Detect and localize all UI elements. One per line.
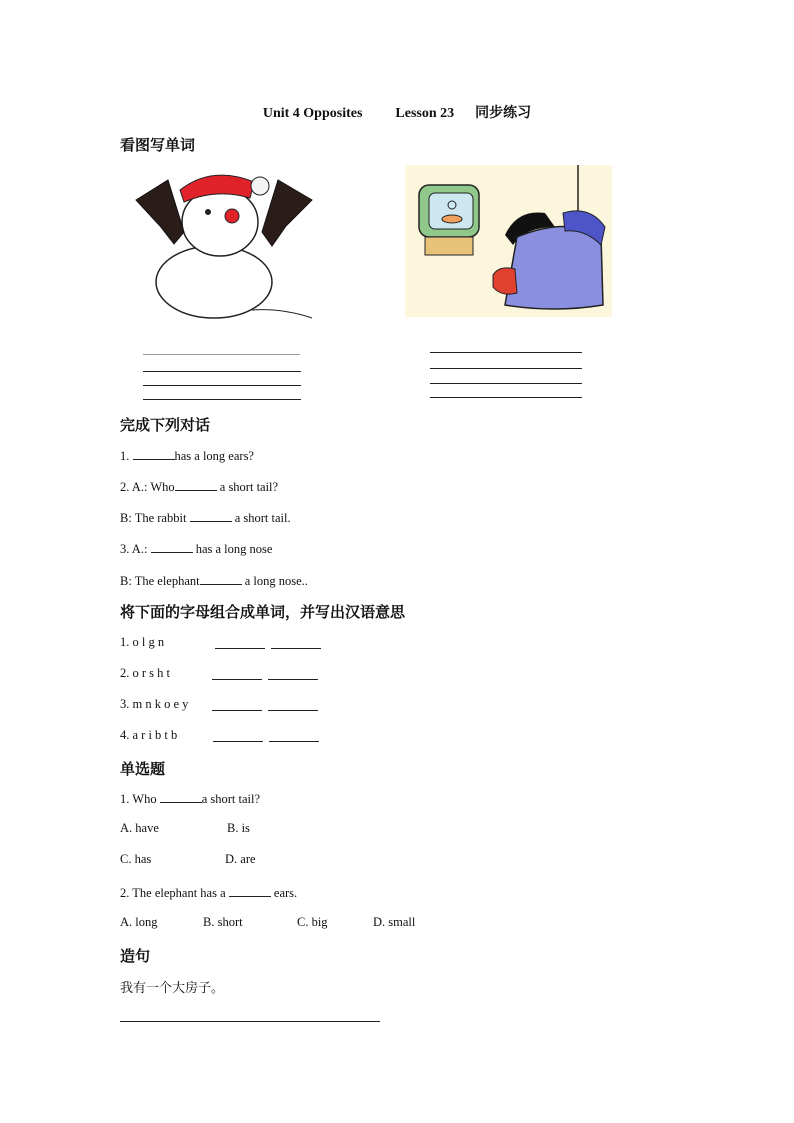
section-heading-picture-words: 看图写单词 [120,136,196,154]
fill-blank[interactable] [175,478,217,491]
answer-blank-word[interactable] [215,648,265,649]
answer-line[interactable] [143,354,300,355]
dialogue-line [120,447,254,464]
dialogue-text: a short tail. [231,511,291,525]
option-d[interactable]: D. small [373,915,416,929]
question-text: a short tail? [201,792,261,806]
answer-blank-meaning[interactable] [269,741,319,742]
answer-blank-meaning[interactable] [268,710,318,711]
scramble-item: 2. o r s h t [120,666,170,680]
option-a[interactable]: A. long [120,915,158,929]
option-c[interactable]: C. big [297,915,328,929]
sentence-prompt: 我有一个大房子。 [120,981,225,996]
answer-line[interactable] [430,368,582,369]
scramble-item: 3. m n k o e y [120,697,189,711]
dialogue-text: B: The rabbit [120,511,190,525]
fill-blank[interactable] [151,540,193,553]
dialogue-text: a long nose.. [241,574,308,588]
dialogue-line [120,540,272,557]
question-2 [120,884,297,901]
scramble-item: 1. o l g n [120,635,165,649]
option-b[interactable]: B. short [203,915,243,929]
answer-blank-word[interactable] [212,679,262,680]
snowman-illustration [132,160,327,325]
section-heading-letter-words: 将下面的字母组合成单词，并写出汉语意思 [120,603,406,621]
answer-line[interactable] [430,352,582,353]
answer-line[interactable] [430,397,582,398]
option-b[interactable]: B. is [227,821,250,835]
option-a[interactable]: A. have [120,821,159,835]
dialogue-text: a short tail? [216,480,279,494]
fill-blank[interactable] [229,884,271,897]
dialogue-text: 1. [120,449,133,463]
dialogue-text: 2. A.: Who [120,480,175,494]
answer-blank-word[interactable] [212,710,262,711]
question-1 [120,790,260,807]
dialogue-text: has a long nose [192,542,273,556]
question-text: 1. Who [120,792,160,806]
title-lesson: Lesson 23 [395,106,455,121]
fill-blank[interactable] [160,790,202,803]
answer-line[interactable] [430,383,582,384]
dialogue-text: has a long ears? [174,449,254,463]
section-heading-multiple-choice: 单选题 [120,760,166,778]
question-text: ears. [270,886,298,900]
fill-blank[interactable] [133,447,175,460]
question-text: 2. The elephant has a [120,886,229,900]
dialogue-text: B: The elephant [120,574,200,588]
fill-blank[interactable] [190,509,232,522]
answer-line[interactable] [143,371,301,372]
title-unit: Unit 4 Opposites [262,106,363,121]
scramble-item: 4. a r i b t b [120,728,178,742]
answer-line[interactable] [143,385,301,386]
page-title [0,102,794,122]
title-subtitle: 同步练习 [475,105,532,121]
section-heading-sentence: 造句 [120,947,151,965]
fill-blank[interactable] [200,572,242,585]
answer-blank-word[interactable] [213,741,263,742]
option-c[interactable]: C. has [120,852,152,866]
sentence-answer-line[interactable] [120,1021,380,1022]
tv-illustration [405,165,612,317]
option-d[interactable]: D. are [225,852,256,866]
section-heading-dialogue: 完成下列对话 [120,416,211,434]
dialogue-text: 3. A.: [120,542,151,556]
dialogue-line [120,509,291,526]
answer-blank-meaning[interactable] [271,648,321,649]
answer-blank-meaning[interactable] [268,679,318,680]
answer-line[interactable] [143,399,301,400]
dialogue-line [120,572,308,589]
dialogue-line [120,478,278,495]
